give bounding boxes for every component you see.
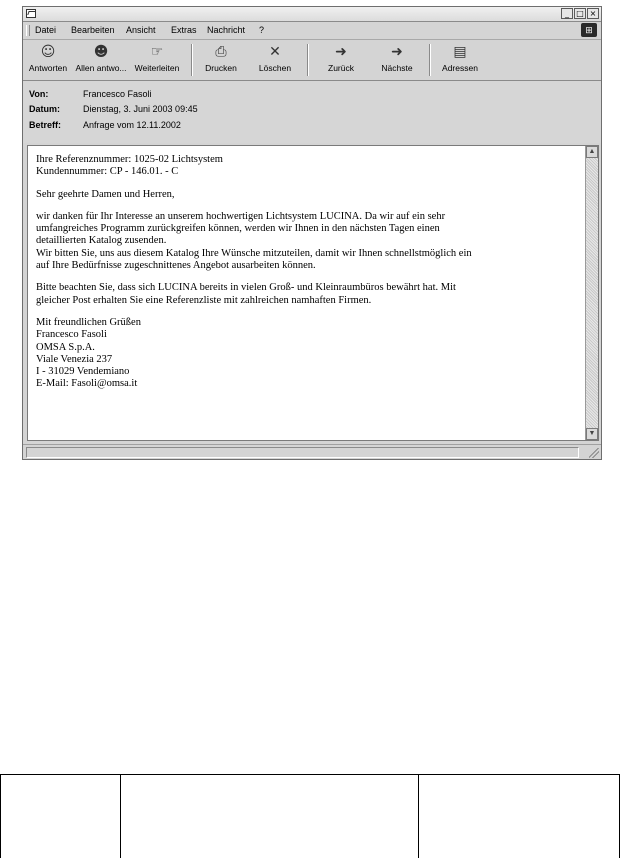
signature-company: OMSA S.p.A. <box>36 341 95 353</box>
menu-bearbeiten[interactable]: Bearbeiten <box>71 25 115 35</box>
forward-icon: ☞ <box>150 44 164 60</box>
toolbar-separator <box>191 44 193 76</box>
email-window <box>22 6 602 460</box>
greeting: Sehr geehrte Damen und Herren, <box>36 188 175 200</box>
vertical-scrollbar[interactable] <box>585 146 598 440</box>
subject-value: Anfrage vom 12.11.2002 <box>83 120 181 130</box>
print-label: Drucken <box>205 63 237 73</box>
para1-line2: umfangreiches Programm zurückgreifen können, werden wir Ihnen in den nächsten Tagen einen <box>36 223 440 235</box>
signature-street: Viale Venezia 237 <box>36 353 113 365</box>
signature-email[interactable]: E-Mail: Fasoli@omsa.it <box>36 378 138 390</box>
customer-line: Kundennummer: CP - 146.01. - C <box>36 166 179 178</box>
reply-button[interactable] <box>27 42 69 78</box>
table-divider <box>418 775 419 858</box>
back-arrow-icon: ➜ <box>335 44 347 60</box>
forward-button[interactable] <box>131 42 183 78</box>
delete-label: Löschen <box>258 63 292 73</box>
menu-help[interactable]: ? <box>259 25 265 35</box>
next-arrow-icon: ➜ <box>391 44 403 60</box>
title-bar <box>23 7 601 22</box>
toolbar-separator <box>307 44 309 76</box>
print-button[interactable] <box>199 42 243 78</box>
delete-icon: ✕ <box>269 44 281 60</box>
printer-icon: ⎙ <box>215 44 227 60</box>
para2-line2: gleicher Post erhalten Sie eine Referenzliste mit zahlreichen namhaften Firmen. <box>36 294 372 306</box>
from-label: Von: <box>29 89 49 99</box>
close-button[interactable]: × <box>587 8 599 19</box>
table-divider <box>120 775 121 858</box>
status-bar <box>23 444 601 460</box>
delete-button[interactable] <box>253 42 297 78</box>
reply-icon: ☺ <box>40 44 56 60</box>
table-border <box>0 775 1 858</box>
address-book-button[interactable] <box>437 42 483 78</box>
mail-app-icon <box>26 9 36 18</box>
message-header <box>23 81 601 143</box>
menu-datei[interactable]: Datei <box>35 25 57 35</box>
minimize-button[interactable]: _ <box>561 8 573 19</box>
next-label: Nächste <box>381 63 413 73</box>
reply-all-icon: ☻ <box>93 44 109 60</box>
reply-label: Antworten <box>28 63 68 73</box>
subject-label: Betreff: <box>29 120 62 130</box>
address-book-icon: ▤ <box>453 44 467 60</box>
menu-ansicht[interactable]: Ansicht <box>126 25 156 35</box>
message-text <box>36 154 581 391</box>
resize-grip-icon[interactable] <box>589 448 599 458</box>
reference-line: Ihre Referenznummer: 1025-02 Lichtsystem <box>36 154 223 165</box>
para1-line3: detaillierten Katalog zusenden. <box>36 235 167 247</box>
para1-line1: wir danken für Ihr Interesse an unserem hochwertigen Lichtsystem LUCINA. Da wir auf ein sehr <box>36 210 446 222</box>
signature-name: Francesco Fasoli <box>36 329 107 341</box>
para1-line5: auf Ihre Bedürfnisse zugeschnittenes Angebot ausarbeiten können. <box>36 260 316 272</box>
toolbar <box>23 40 601 81</box>
message-body[interactable] <box>27 145 599 441</box>
signature-city: I - 31029 Vendemiano <box>36 366 130 378</box>
reply-all-button[interactable] <box>73 42 129 78</box>
para1-line4: Wir bitten Sie, uns aus diesem Katalog Ihre Wünsche mitzuteilen, damit wir Ihnen schnellstmöglich ein <box>36 247 472 259</box>
maximize-button[interactable]: □ <box>574 8 586 19</box>
reply-all-label: Allen antwo... <box>75 63 127 73</box>
para2-line1: Bitte beachten Sie, dass sich LUCINA bereits in vielen Groß- und Kleinraumbüros bewährt hat. Mit <box>36 282 456 294</box>
document-table <box>0 774 620 857</box>
back-label: Zurück <box>328 63 354 73</box>
windows-logo-icon: ⊞ <box>581 23 597 37</box>
menu-bar <box>23 22 601 40</box>
from-value: Francesco Fasoli <box>83 89 152 99</box>
closing: Mit freundlichen Grüßen <box>36 316 141 328</box>
date-label: Datum: <box>29 104 60 114</box>
next-button[interactable] <box>377 42 417 78</box>
status-panel <box>26 447 579 458</box>
back-button[interactable] <box>321 42 361 78</box>
forward-label: Weiterleiten <box>134 63 180 73</box>
address-book-label: Adressen <box>442 63 478 73</box>
scroll-down-icon[interactable]: ▼ <box>586 428 598 440</box>
menu-grip <box>26 25 30 36</box>
date-value: Dienstag, 3. Juni 2003 09:45 <box>83 104 198 114</box>
toolbar-separator <box>429 44 431 76</box>
menu-nachricht[interactable]: Nachricht <box>207 25 246 35</box>
menu-extras[interactable]: Extras <box>171 25 197 35</box>
scroll-up-icon[interactable]: ▲ <box>586 146 598 158</box>
